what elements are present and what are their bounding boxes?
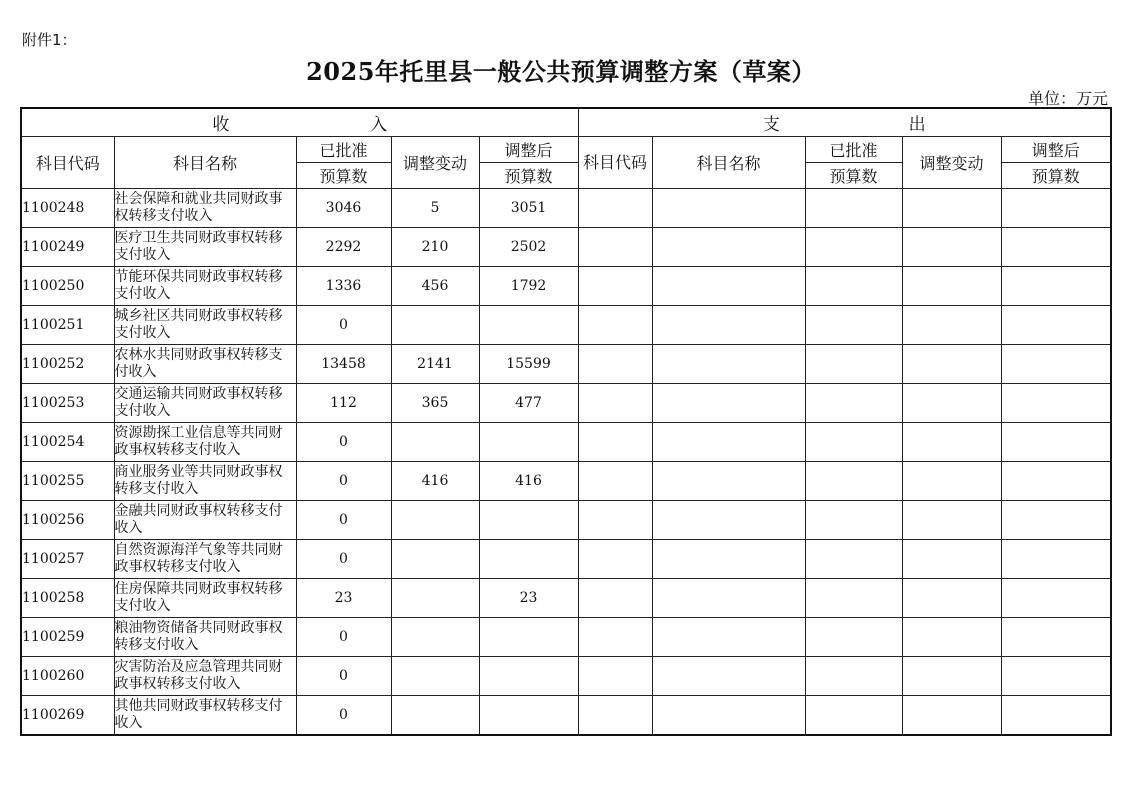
- expense-adjusted-cell: [1001, 657, 1111, 696]
- expense-section-label-a: 支: [762, 115, 780, 135]
- expense-approved-cell: [805, 696, 902, 736]
- expense-name-cell: [652, 462, 805, 501]
- expense-approved-cell: [805, 189, 902, 228]
- expense-change-cell: [902, 462, 1001, 501]
- expense-code-cell: [578, 462, 652, 501]
- income-change-cell: 210: [391, 228, 479, 267]
- expense-code-cell: [578, 696, 652, 736]
- expense-name-header: 科目名称: [652, 137, 805, 189]
- income-change-cell: [391, 579, 479, 618]
- table-row: [21, 501, 1111, 540]
- expense-approved-cell: [805, 657, 902, 696]
- income-approved-cell: 0: [296, 696, 391, 736]
- expense-code-cell: [578, 228, 652, 267]
- expense-approved-cell: [805, 267, 902, 306]
- expense-name-cell: [652, 345, 805, 384]
- table-row: [21, 267, 1111, 306]
- expense-name-cell: [652, 540, 805, 579]
- page-title: 2025年托里县一般公共预算调整方案（草案）: [306, 57, 816, 86]
- income-approved-cell: 112: [296, 384, 391, 423]
- income-change-cell: 416: [391, 462, 479, 501]
- expense-approved-cell: [805, 345, 902, 384]
- income-code-cell: 1100250: [21, 267, 114, 306]
- expense-change-cell: [902, 579, 1001, 618]
- expense-adjusted-cell: [1001, 345, 1111, 384]
- income-approved-cell: 23: [296, 579, 391, 618]
- income-change-cell: 456: [391, 267, 479, 306]
- income-adjusted-cell: [479, 306, 578, 345]
- income-approved-header-top: 已批准: [296, 137, 391, 163]
- expense-approved-cell: [805, 618, 902, 657]
- income-adjusted-cell: 2502: [479, 228, 578, 267]
- income-code-cell: 1100256: [21, 501, 114, 540]
- expense-code-cell: [578, 579, 652, 618]
- income-approved-cell: 0: [296, 423, 391, 462]
- income-name-cell: 灾害防治及应急管理共同财政事权转移支付收入: [114, 657, 296, 696]
- income-approved-cell: 2292: [296, 228, 391, 267]
- expense-adjusted-cell: [1001, 267, 1111, 306]
- table-row: [21, 189, 1111, 228]
- expense-adjusted-cell: [1001, 462, 1111, 501]
- income-approved-cell: 3046: [296, 189, 391, 228]
- income-code-cell: 1100259: [21, 618, 114, 657]
- income-change-cell: [391, 501, 479, 540]
- expense-name-cell: [652, 501, 805, 540]
- expense-change-cell: [902, 228, 1001, 267]
- table-row: [21, 657, 1111, 696]
- expense-code-cell: [578, 618, 652, 657]
- expense-code-cell: [578, 657, 652, 696]
- expense-change-cell: [902, 657, 1001, 696]
- income-name-cell: 城乡社区共同财政事权转移支付收入: [114, 306, 296, 345]
- expense-change-cell: [902, 618, 1001, 657]
- expense-adjusted-cell: [1001, 228, 1111, 267]
- attachment-label: 附件1：: [22, 31, 77, 49]
- income-adjusted-cell: 1792: [479, 267, 578, 306]
- income-name-cell: 其他共同财政事权转移支付收入: [114, 696, 296, 736]
- table-row: [21, 462, 1111, 501]
- expense-approved-cell: [805, 384, 902, 423]
- expense-approved-cell: [805, 423, 902, 462]
- income-name-cell: 医疗卫生共同财政事权转移支付收入: [114, 228, 296, 267]
- income-name-cell: 农林水共同财政事权转移支付收入: [114, 345, 296, 384]
- income-approved-cell: 13458: [296, 345, 391, 384]
- expense-adjusted-header-top: 调整后: [1001, 137, 1111, 163]
- table-row: [21, 228, 1111, 267]
- expense-name-cell: [652, 306, 805, 345]
- expense-name-cell: [652, 228, 805, 267]
- income-approved-header-bottom: 预算数: [296, 163, 391, 189]
- income-code-cell: 1100260: [21, 657, 114, 696]
- income-approved-cell: 0: [296, 618, 391, 657]
- expense-adjusted-cell: [1001, 306, 1111, 345]
- expense-adjusted-cell: [1001, 579, 1111, 618]
- income-name-cell: 社会保障和就业共同财政事权转移支付收入: [114, 189, 296, 228]
- expense-name-cell: [652, 423, 805, 462]
- income-name-cell: 金融共同财政事权转移支付收入: [114, 501, 296, 540]
- expense-change-cell: [902, 501, 1001, 540]
- income-change-cell: 2141: [391, 345, 479, 384]
- income-name-cell: 住房保障共同财政事权转移支付收入: [114, 579, 296, 618]
- expense-adjusted-cell: [1001, 540, 1111, 579]
- income-section-label-b: 入: [370, 115, 388, 135]
- income-code-cell: 1100254: [21, 423, 114, 462]
- income-change-cell: [391, 540, 479, 579]
- expense-code-cell: [578, 423, 652, 462]
- income-adjusted-cell: [479, 696, 578, 736]
- expense-code-cell: [578, 189, 652, 228]
- table-row: [21, 345, 1111, 384]
- expense-name-cell: [652, 618, 805, 657]
- income-code-cell: 1100269: [21, 696, 114, 736]
- income-adjusted-cell: 15599: [479, 345, 578, 384]
- income-approved-cell: 0: [296, 501, 391, 540]
- expense-change-header: 调整变动: [902, 137, 1001, 189]
- table-body: [21, 189, 1111, 736]
- income-adjusted-cell: 23: [479, 579, 578, 618]
- expense-code-cell: [578, 306, 652, 345]
- expense-adjusted-header-bottom: 预算数: [1001, 163, 1111, 189]
- income-code-cell: 1100251: [21, 306, 114, 345]
- income-adjusted-cell: [479, 540, 578, 579]
- income-adjusted-cell: [479, 657, 578, 696]
- income-section-label-a: 收: [212, 115, 230, 135]
- table-row: [21, 423, 1111, 462]
- expense-change-cell: [902, 696, 1001, 736]
- income-code-cell: 1100252: [21, 345, 114, 384]
- table-row: [21, 618, 1111, 657]
- income-approved-cell: 0: [296, 462, 391, 501]
- expense-name-cell: [652, 657, 805, 696]
- expense-approved-header-top: 已批准: [805, 137, 902, 163]
- income-code-cell: 1100257: [21, 540, 114, 579]
- expense-change-cell: [902, 423, 1001, 462]
- income-code-cell: 1100258: [21, 579, 114, 618]
- expense-code-cell: [578, 384, 652, 423]
- expense-change-cell: [902, 306, 1001, 345]
- income-name-cell: 商业服务业等共同财政事权转移支付收入: [114, 462, 296, 501]
- expense-change-cell: [902, 540, 1001, 579]
- expense-name-cell: [652, 696, 805, 736]
- expense-code-cell: [578, 345, 652, 384]
- budget-table: [20, 107, 1112, 736]
- income-adjusted-cell: 3051: [479, 189, 578, 228]
- expense-change-cell: [902, 189, 1001, 228]
- income-name-cell: 资源勘探工业信息等共同财政事权转移支付收入: [114, 423, 296, 462]
- income-name-cell: 交通运输共同财政事权转移支付收入: [114, 384, 296, 423]
- expense-adjusted-cell: [1001, 618, 1111, 657]
- expense-section-label-b: 出: [908, 115, 926, 135]
- expense-adjusted-cell: [1001, 423, 1111, 462]
- expense-adjusted-cell: [1001, 384, 1111, 423]
- expense-approved-cell: [805, 228, 902, 267]
- expense-approved-cell: [805, 306, 902, 345]
- expense-approved-cell: [805, 579, 902, 618]
- expense-adjusted-cell: [1001, 189, 1111, 228]
- income-adjusted-cell: 416: [479, 462, 578, 501]
- income-change-cell: [391, 696, 479, 736]
- income-approved-cell: 0: [296, 306, 391, 345]
- income-name-header: 科目名称: [114, 137, 296, 189]
- income-change-cell: 5: [391, 189, 479, 228]
- expense-change-cell: [902, 384, 1001, 423]
- expense-name-cell: [652, 384, 805, 423]
- income-code-cell: 1100248: [21, 189, 114, 228]
- expense-code-cell: [578, 267, 652, 306]
- income-adjusted-cell: 477: [479, 384, 578, 423]
- expense-change-cell: [902, 345, 1001, 384]
- unit-label: 单位：万元: [1027, 89, 1108, 108]
- expense-name-cell: [652, 189, 805, 228]
- income-adjusted-cell: [479, 618, 578, 657]
- expense-approved-cell: [805, 501, 902, 540]
- expense-change-cell: [902, 267, 1001, 306]
- income-adjusted-header-top: 调整后: [479, 137, 578, 163]
- table-row: [21, 306, 1111, 345]
- income-approved-cell: 0: [296, 657, 391, 696]
- expense-code-cell: [578, 540, 652, 579]
- income-change-cell: [391, 423, 479, 462]
- table-row: [21, 696, 1111, 736]
- income-change-cell: [391, 657, 479, 696]
- expense-adjusted-cell: [1001, 501, 1111, 540]
- table-row: [21, 579, 1111, 618]
- expense-section-header: [578, 108, 1111, 137]
- income-section-header: [21, 108, 578, 137]
- expense-approved-cell: [805, 462, 902, 501]
- income-name-cell: 节能环保共同财政事权转移支付收入: [114, 267, 296, 306]
- expense-code-header: 科目代码: [578, 137, 652, 189]
- income-approved-cell: 1336: [296, 267, 391, 306]
- income-change-cell: [391, 306, 479, 345]
- expense-adjusted-cell: [1001, 696, 1111, 736]
- expense-name-cell: [652, 579, 805, 618]
- income-code-header: 科目代码: [21, 137, 114, 189]
- income-change-cell: 365: [391, 384, 479, 423]
- income-code-cell: 1100249: [21, 228, 114, 267]
- table-row: [21, 540, 1111, 579]
- expense-code-cell: [578, 501, 652, 540]
- income-adjusted-header-bottom: 预算数: [479, 163, 578, 189]
- expense-approved-header-bottom: 预算数: [805, 163, 902, 189]
- income-change-header: 调整变动: [391, 137, 479, 189]
- income-approved-cell: 0: [296, 540, 391, 579]
- table-row: [21, 384, 1111, 423]
- expense-name-cell: [652, 267, 805, 306]
- income-code-cell: 1100253: [21, 384, 114, 423]
- income-adjusted-cell: [479, 501, 578, 540]
- income-change-cell: [391, 618, 479, 657]
- income-name-cell: 自然资源海洋气象等共同财政事权转移支付收入: [114, 540, 296, 579]
- income-name-cell: 粮油物资储备共同财政事权转移支付收入: [114, 618, 296, 657]
- income-code-cell: 1100255: [21, 462, 114, 501]
- income-adjusted-cell: [479, 423, 578, 462]
- expense-approved-cell: [805, 540, 902, 579]
